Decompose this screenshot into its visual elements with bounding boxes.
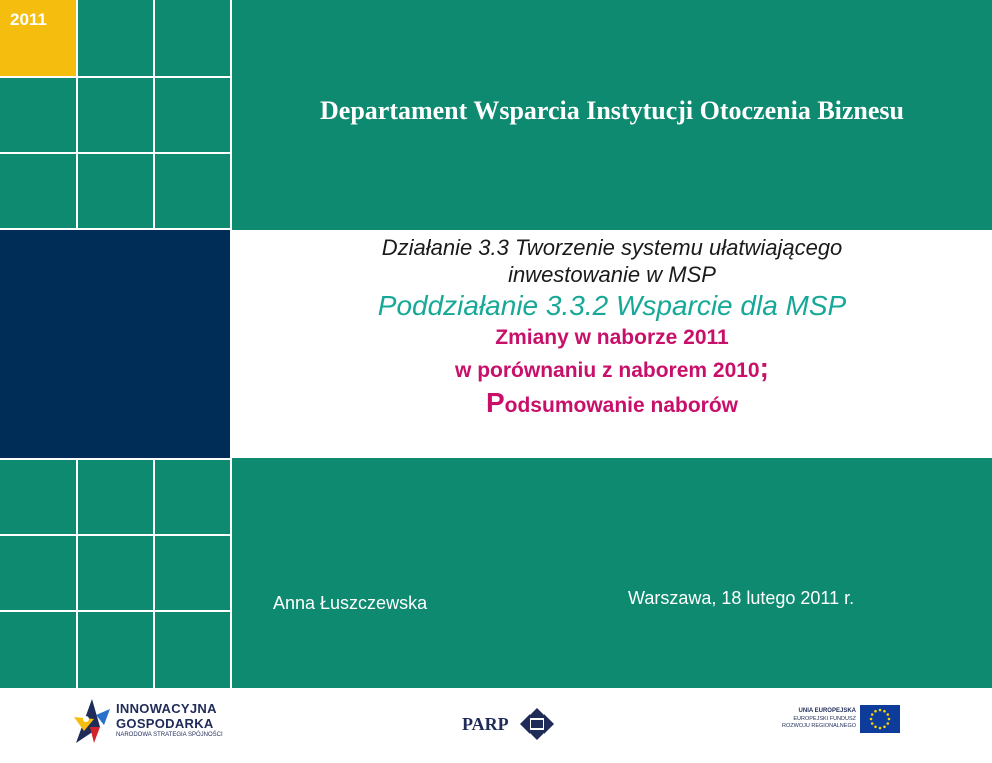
action-line-2: inwestowanie w MSP <box>508 262 716 287</box>
ig-emblem-icon <box>70 697 114 747</box>
changes-line-2 <box>232 353 992 386</box>
author-name: Anna Łuszczewska <box>273 593 428 613</box>
grid-line <box>0 152 230 154</box>
grid-line <box>153 458 155 688</box>
year-badge <box>0 0 76 76</box>
changes-line-2-punct: ; <box>759 352 769 383</box>
summary-line <box>232 386 992 423</box>
grid-line <box>0 458 230 460</box>
slide-headline <box>232 234 992 423</box>
summary-rest: odsumowanie naborów <box>504 394 739 417</box>
grid-line <box>76 0 78 230</box>
ig-text-2: GOSPODARKA <box>116 716 214 731</box>
grid-line <box>0 610 230 612</box>
eu-text-3: ROZWOJU REGIONALNEGO <box>782 723 856 729</box>
ig-text-1: INNOWACYJNA <box>116 701 217 716</box>
grid-line <box>0 76 230 78</box>
grid-line <box>76 458 78 688</box>
place-date: Warszawa, 18 lutego 2011 r. <box>628 588 855 608</box>
navy-block <box>0 230 230 458</box>
department-title: Departament Wsparcia Instytucji Otoczenia Biznesu <box>320 96 904 125</box>
changes-line-1: Zmiany w naborze 2011 <box>495 326 729 349</box>
grid-line <box>153 0 155 230</box>
summary-first-letter: P <box>485 387 505 418</box>
parp-arrows-icon <box>520 708 554 740</box>
ig-text-3: NARODOWA STRATEGIA SPÓJNOŚCI <box>116 732 223 738</box>
changes-line-2-text: w porównaniu z naborem 2010 <box>455 359 760 382</box>
eu-flag-icon <box>860 705 900 733</box>
parp-text: PARP <box>462 714 509 734</box>
parp-logo <box>458 706 568 742</box>
subaction-title: Poddziałanie 3.3.2 Wsparcie dla MSP <box>377 290 847 321</box>
innowacyjna-gospodarka-logo <box>70 697 240 747</box>
eu-text-2: EUROPEJSKI FUNDUSZ <box>793 716 856 722</box>
action-line-1: Działanie 3.3 Tworzenie systemu ułatwiającego <box>381 235 843 260</box>
eu-fund-logo <box>752 697 912 747</box>
grid-line <box>0 228 230 230</box>
eu-text-1: UNIA EUROPEJSKA <box>798 708 856 714</box>
grid-line <box>0 534 230 536</box>
year-label: 2011 <box>10 10 47 29</box>
